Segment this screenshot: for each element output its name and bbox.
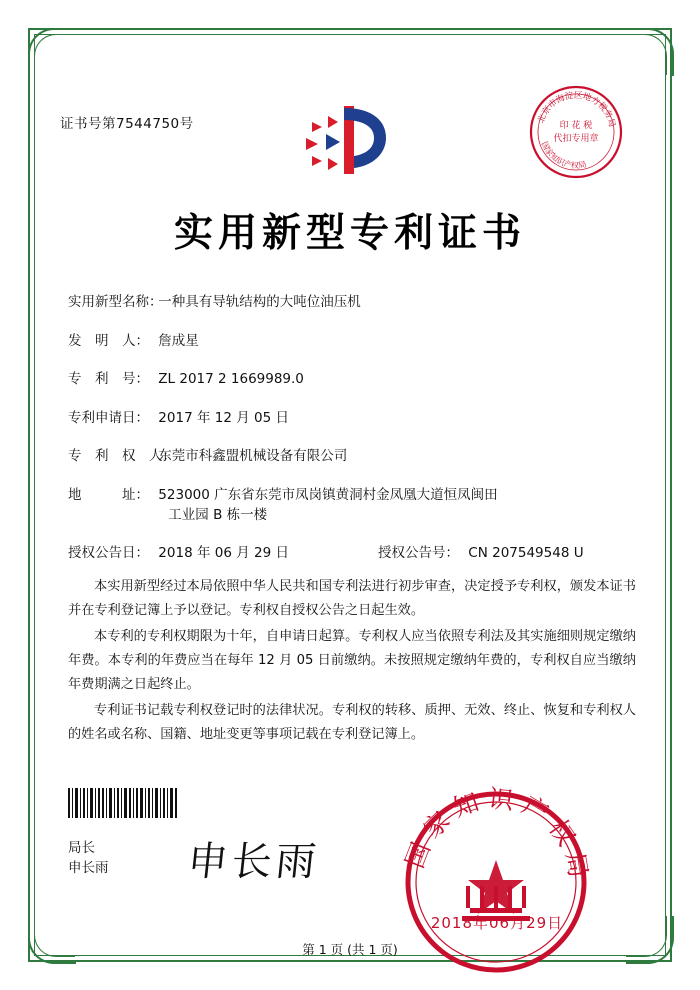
seal-date: 2018年06月29日: [430, 914, 564, 932]
application-date-value: 2017 年 12 月 05 日: [158, 409, 289, 426]
inventor-value: 詹成星: [158, 332, 199, 349]
patentee-value: 东莞市科鑫盟机械设备有限公司: [158, 448, 348, 464]
svg-text:国家知识产权局: 国家知识产权局: [400, 786, 592, 887]
address-line-2: 工业园 B 栋一楼: [168, 506, 268, 523]
svg-text:代扣专用章: 代扣专用章: [553, 134, 599, 144]
grant-date-label: 授权公告日：: [68, 545, 149, 561]
page-title: 实用新型专利证书: [173, 210, 526, 256]
svg-text:印 花 税: 印 花 税: [559, 121, 593, 131]
grant-publication-number-value: CN 207549548 U: [468, 545, 584, 561]
field-row-address: [68, 485, 640, 525]
field-row-inventor: [68, 331, 640, 351]
field-row-application-date: [68, 408, 640, 428]
svg-text:国家知识产权局: 国家知识产权局: [539, 140, 588, 171]
director-role-label: 局长: [68, 840, 95, 856]
address-value: [158, 485, 598, 525]
svg-text:北京市海淀区地方税务局: 北京市海淀区地方税务局: [536, 90, 617, 129]
application-date-label: 专利申请日：: [68, 409, 149, 426]
legal-paragraph-2: 本专利的专利权期限为十年，自申请日起算。专利权人应当依照专利法及其实施细则规定缴纳年费。本专利的年费应当在每年 12 月 05 日前缴纳。未按照规定缴纳年费的，专利权自应当缴纳年费期满之日起终止。: [68, 629, 636, 692]
patent-number-label: 专 利 号：: [68, 371, 149, 387]
legal-paragraph-3: 专利证书记载专利权登记时的法律状况。专利权的转移、质押、无效、终止、恢复和专利权人的姓名或名称、国籍、地址变更等事项记载在专利登记簿上。: [68, 703, 636, 742]
page-footer: 第 1 页 (共 1 页): [302, 942, 398, 957]
legal-paragraph-1: 本实用新型经过本局依照中华人民共和国专利法进行初步审查，决定授予专利权，颁发本证书并在专利登记簿上予以登记。专利权自授权公告之日起生效。: [68, 579, 636, 618]
legal-text-block: [68, 575, 636, 749]
inventor-label: 发 明 人：: [68, 332, 149, 349]
utility-model-name-value: 一种具有导轨结构的大吨位油压机: [158, 294, 361, 310]
utility-model-name-label: 实用新型名称：: [68, 294, 163, 310]
grant-publication-group: [378, 543, 584, 563]
address-label: 地 址：: [68, 486, 149, 503]
patent-number-value: ZL 2017 2 1669989.0: [158, 371, 304, 387]
barcode: [68, 788, 180, 818]
tax-stamp-seal: [522, 78, 630, 186]
field-row-patent-number: [68, 369, 640, 389]
field-row-utility-model-name: [68, 292, 640, 312]
handwritten-signature: 申长雨: [185, 839, 323, 885]
certificate-number: 证书号第7544750号: [60, 116, 194, 132]
signature-block: [68, 838, 109, 878]
grant-publication-number-label: 授权公告号：: [378, 545, 459, 561]
certificate-fields: [68, 292, 640, 582]
address-line-1: 523000 广东省东莞市凤岗镇黄洞村金凤凰大道恒凤闽田: [158, 486, 498, 503]
patentee-label: 专 利 权 人：: [68, 448, 176, 464]
director-name-label: 申长雨: [68, 860, 109, 876]
field-row-grant: [68, 543, 640, 563]
certificate-content: [60, 60, 640, 957]
field-row-patentee: [68, 446, 640, 466]
cnipa-logo-icon: [282, 100, 412, 180]
grant-date-value: 2018 年 06 月 29 日: [158, 545, 289, 561]
